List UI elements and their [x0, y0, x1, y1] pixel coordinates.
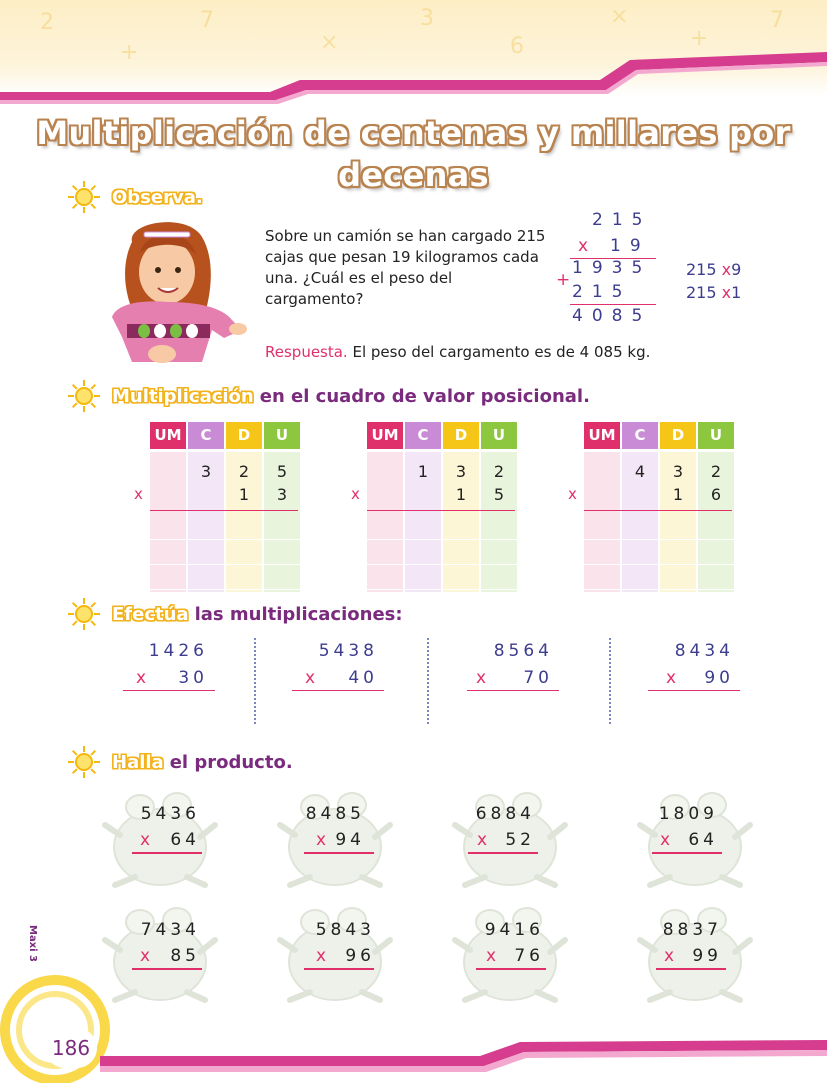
op-partial-1: 1935	[572, 258, 652, 278]
pv-result-line	[150, 510, 298, 511]
pv-col-u	[264, 422, 300, 592]
page-number: 186	[45, 1028, 97, 1068]
halla-6-sign: x	[316, 946, 327, 966]
section-observa-heading	[66, 182, 203, 212]
halla-3-a: 6884	[475, 804, 535, 824]
section-halla-heading	[66, 747, 293, 777]
op-multiplicand: 215	[592, 210, 652, 230]
section-place-value-rest: en el cuadro de valor posicional.	[259, 385, 590, 407]
pv-body	[584, 452, 620, 592]
section-place-value-heading	[66, 381, 590, 411]
halla-3-b: 52	[505, 830, 535, 850]
place-value-table-1	[150, 422, 300, 592]
halla-7-sign: x	[486, 946, 497, 966]
decor-glyph: 6	[510, 34, 524, 59]
footer-decoration	[0, 960, 827, 1083]
halla-2-a: 8485	[305, 804, 365, 824]
pv-digit: 2	[493, 462, 505, 481]
answer-label: Respuesta.	[265, 343, 348, 361]
pv-col-c	[188, 422, 224, 592]
ef-4-sign: x	[666, 668, 677, 688]
pv-head-d: D	[226, 422, 262, 449]
pv-digit: 2	[710, 462, 722, 481]
halla-6-b: 96	[345, 946, 375, 966]
pv-head-um: UM	[584, 422, 620, 449]
pv-col-u	[481, 422, 517, 592]
section-efectua-rest: las multiplicaciones:	[194, 603, 403, 625]
pv-head-u: U	[264, 422, 300, 449]
problem-text: Sobre un camión se han cargado 215 cajas que pesan 19 kilogramos cada una. ¿Cuál es el peso del cargamento?	[265, 227, 546, 308]
decor-glyph: +	[690, 26, 709, 51]
op-note-1: 215 x9	[686, 260, 742, 279]
section-halla-key: Halla	[112, 751, 164, 773]
pv-digit: 3	[672, 462, 684, 481]
pv-digit: 4	[634, 462, 646, 481]
sun-icon	[66, 596, 102, 632]
op-plus-sign: +	[556, 270, 571, 290]
halla-7-a: 9416	[484, 920, 544, 940]
ef-2-b: 40	[348, 668, 378, 688]
pv-row-sep	[584, 589, 734, 590]
ef-1-sign: x	[136, 668, 147, 688]
pv-head-c: C	[188, 422, 224, 449]
op-partial-2: 215	[572, 282, 632, 302]
op-multiplier-sign: x	[578, 236, 589, 256]
girl-illustration	[92, 212, 248, 370]
section-observa-title: Observa.	[112, 186, 203, 208]
halla-8-b: 99	[692, 946, 722, 966]
pv-col-d	[443, 422, 479, 592]
halla-3-sign: x	[477, 830, 488, 850]
pv-digit: 5	[276, 462, 288, 481]
section-place-value-key: Multiplicación	[112, 385, 254, 407]
ef-4-a: 8434	[674, 641, 734, 661]
halla-5-b: 85	[170, 946, 200, 966]
halla-5-a: 7434	[140, 920, 200, 940]
pv-digit: 3	[200, 462, 212, 481]
ef-3-b: 70	[523, 668, 553, 688]
pv-row-sep	[150, 564, 300, 565]
decor-glyph: ×	[610, 4, 629, 29]
pv-digit: 1	[417, 462, 429, 481]
pv-digit: 3	[455, 462, 467, 481]
ef-2-a: 5438	[318, 641, 378, 661]
pv-row-sep	[150, 539, 300, 540]
pv-result-line	[584, 510, 732, 511]
pv-body	[150, 452, 186, 592]
pv-head-u: U	[481, 422, 517, 449]
op-line-2	[570, 304, 656, 305]
pv-result-line	[367, 510, 515, 511]
pv-col-c	[405, 422, 441, 592]
decor-glyph: ×	[320, 30, 339, 55]
halla-2-line	[304, 852, 374, 854]
halla-1-sign: x	[140, 830, 151, 850]
op-multiplier: 19	[610, 236, 650, 256]
halla-4-a: 1809	[658, 804, 718, 824]
pv-head-d: D	[443, 422, 479, 449]
pv-head-c: C	[405, 422, 441, 449]
halla-1-b: 64	[170, 830, 200, 850]
decor-glyph: 7	[770, 8, 784, 33]
halla-7-b: 76	[514, 946, 544, 966]
pv-digit: 6	[710, 485, 722, 504]
sun-icon	[66, 378, 102, 414]
pv-col-u	[698, 422, 734, 592]
halla-6-a: 5843	[315, 920, 375, 940]
dotted-divider	[609, 638, 611, 724]
decor-glyph: +	[120, 40, 139, 65]
pv-head-c: C	[622, 422, 658, 449]
pv-digit: 5	[493, 485, 505, 504]
ef-1-line	[123, 690, 215, 691]
pv-digit: 1	[672, 485, 684, 504]
pv-row-sep	[367, 564, 517, 565]
halla-2-b: 94	[335, 830, 365, 850]
decor-glyph: 3	[420, 6, 434, 31]
pv-head-um: UM	[367, 422, 403, 449]
pv-row-sep	[150, 589, 300, 590]
section-halla-rest: el producto.	[169, 751, 293, 773]
dotted-divider	[427, 638, 429, 724]
pv-col-um	[150, 422, 186, 592]
op-result: 4085	[572, 306, 652, 326]
ef-3-a: 8564	[493, 641, 553, 661]
pv-row-sep	[367, 539, 517, 540]
section-efectua-key: Efectúa	[112, 603, 189, 625]
ef-4-line	[648, 690, 740, 691]
halla-3-line	[468, 852, 538, 854]
halla-8-sign: x	[664, 946, 675, 966]
place-value-table-3	[584, 422, 734, 592]
pv-digit: 1	[238, 485, 250, 504]
halla-4-sign: x	[660, 830, 671, 850]
halla-4-line	[652, 852, 722, 854]
pv-sign: x	[134, 485, 143, 503]
pv-digit: 2	[238, 462, 250, 481]
ef-3-line	[467, 690, 559, 691]
pv-head-d: D	[660, 422, 696, 449]
dotted-divider	[254, 638, 256, 724]
pv-col-um	[367, 422, 403, 592]
page-title-line2: decenas	[338, 156, 489, 194]
ef-2-line	[292, 690, 384, 691]
pv-row-sep	[367, 589, 517, 590]
sun-icon	[66, 179, 102, 215]
halla-1-line	[132, 852, 202, 854]
pv-row-sep	[584, 539, 734, 540]
pv-sign: x	[351, 485, 360, 503]
halla-2-sign: x	[316, 830, 327, 850]
halla-8-a: 8837	[662, 920, 722, 940]
pv-col-c	[622, 422, 658, 592]
section-efectua-heading	[66, 599, 403, 629]
ef-3-sign: x	[476, 668, 487, 688]
ef-2-sign: x	[305, 668, 316, 688]
place-value-table-2	[367, 422, 517, 592]
pv-digit: 3	[276, 485, 288, 504]
sun-icon	[66, 744, 102, 780]
answer	[265, 343, 650, 361]
ef-1-a: 1426	[148, 641, 208, 661]
decor-glyph: 7	[200, 8, 214, 33]
pv-col-um	[584, 422, 620, 592]
op-note-2: 215 x1	[686, 283, 742, 302]
decor-glyph: 2	[40, 10, 54, 35]
answer-text: El peso del cargamento es de 4 085 kg.	[352, 343, 651, 361]
pv-col-d	[660, 422, 696, 592]
ef-4-b: 90	[704, 668, 734, 688]
page-title: Multiplicación de centenas y millares por	[36, 114, 791, 152]
pv-digit: 1	[455, 485, 467, 504]
pv-sign: x	[568, 485, 577, 503]
pv-body	[367, 452, 403, 592]
halla-1-a: 5436	[140, 804, 200, 824]
halla-4-b: 64	[688, 830, 718, 850]
halla-5-sign: x	[140, 946, 151, 966]
side-label: Maxi 3	[27, 925, 38, 963]
ef-1-b: 30	[178, 668, 208, 688]
pv-col-d	[226, 422, 262, 592]
pv-row-sep	[584, 564, 734, 565]
pv-head-um: UM	[150, 422, 186, 449]
pv-head-u: U	[698, 422, 734, 449]
